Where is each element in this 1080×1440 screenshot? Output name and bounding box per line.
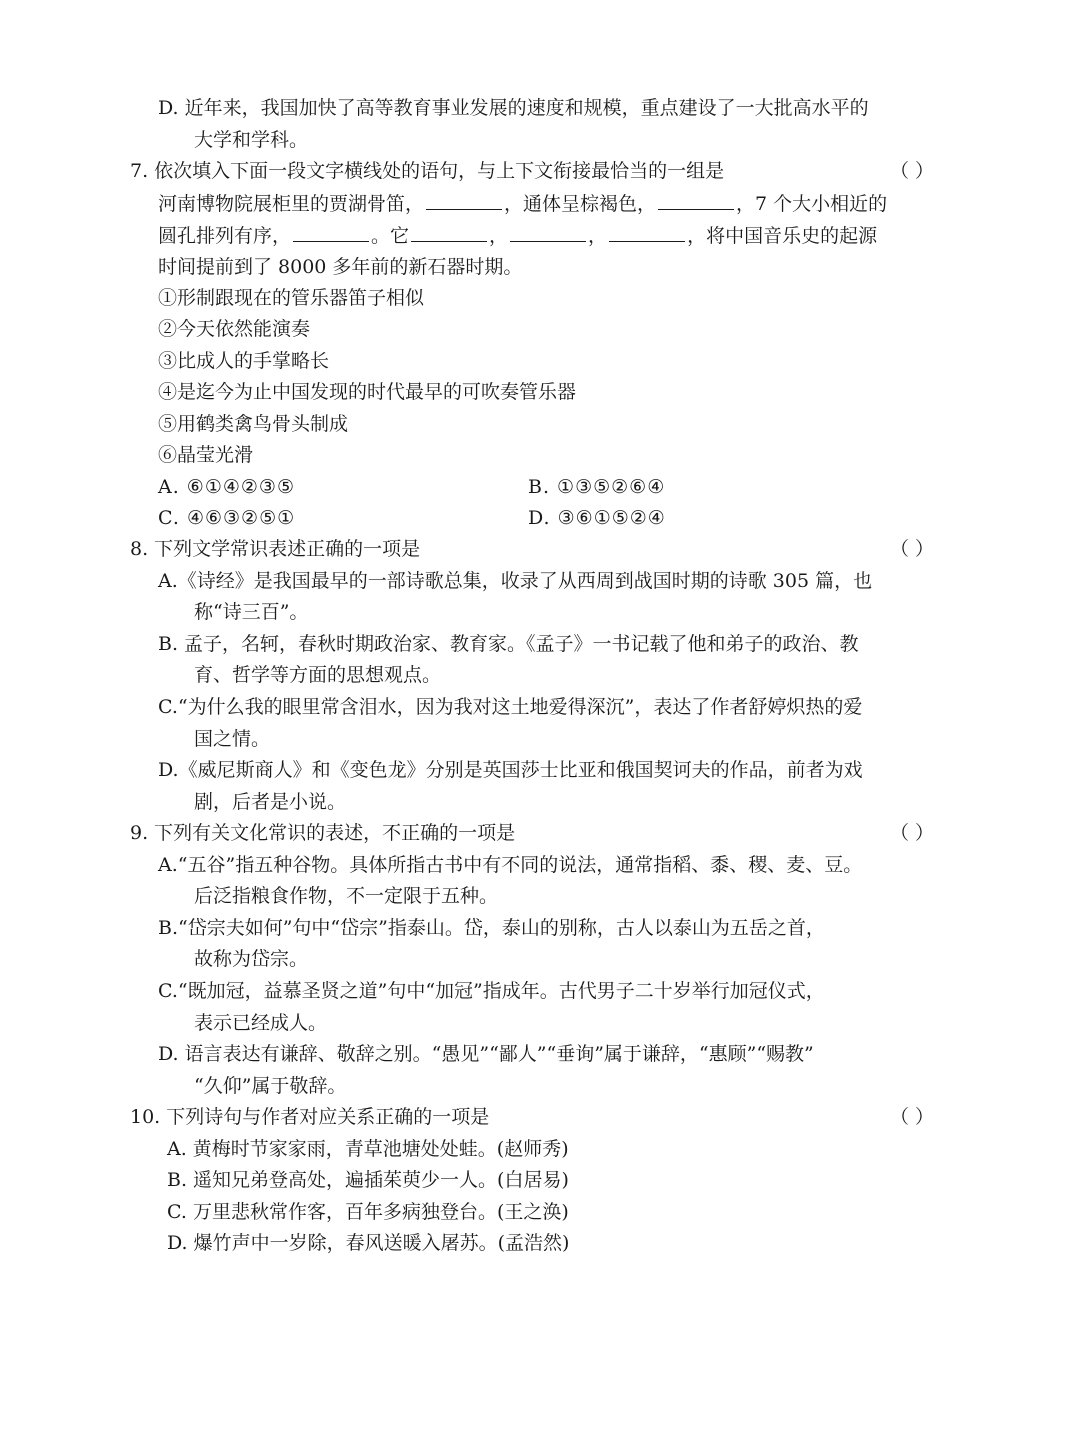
- q10-option-d: D. 爆竹声中一岁除，春风送暖入屠苏。(孟浩然): [167, 1232, 570, 1254]
- q7-blank-5: [510, 223, 586, 242]
- q9-option-a-line2: 后泛指粮食作物，不一定限于五种。: [194, 885, 499, 907]
- q7-passage-2c: ，: [489, 225, 509, 247]
- q7-passage-1b: ，通体呈棕褐色，: [504, 193, 657, 215]
- q6-option-d-line1: D. 近年来，我国加快了高等教育事业发展的速度和规模，重点建设了一大批高水平的: [158, 97, 869, 119]
- q7-passage-2d: ，: [588, 225, 608, 247]
- q7-item-1: ①形制跟现在的管乐器笛子相似: [158, 287, 425, 309]
- q10-option-a: A. 黄梅时节家家雨，青草池塘处处蛙。(赵师秀): [167, 1138, 569, 1160]
- q7-blank-2: [658, 191, 734, 210]
- q7-passage-2a: 圆孔排列有序，: [158, 225, 292, 247]
- q9-option-d-line2: “久仰”属于敬辞。: [194, 1075, 347, 1097]
- q8-option-a-line2: 称“诗三百”。: [194, 601, 309, 623]
- q9-option-b-line1: B.“岱宗夫如何”句中“岱宗”指泰山。岱，泰山的别称，古人以泰山为五岳之首，: [158, 917, 825, 939]
- q7-option-a: A. ⑥①④②③⑤: [158, 476, 295, 498]
- q9-option-c-line1: C.“既加冠，益慕圣贤之道”句中“加冠”指成年。古代男子二十岁举行加冠仪式，: [158, 980, 825, 1002]
- q9-stem: 9. 下列有关文化常识的表述，不正确的一项是: [130, 822, 516, 844]
- q7-item-4: ④是迄今为止中国发现的时代最早的可吹奏管乐器: [158, 381, 577, 403]
- q10-option-c: C. 万里悲秋常作客，百年多病独登台。(王之涣): [167, 1201, 569, 1223]
- q9-option-a-line1: A.“五谷”指五种谷物。具体所指古书中有不同的说法，通常指稻、黍、稷、麦、豆。: [158, 854, 863, 876]
- q7-passage-line1: [158, 191, 887, 216]
- q7-option-c: C. ④⑥③②⑤①: [158, 507, 296, 529]
- q7-blank-6: [609, 223, 685, 242]
- q7-passage-line3: 时间提前到了 8000 多年前的新石器时期。: [158, 256, 523, 278]
- q9-option-c-line2: 表示已经成人。: [194, 1012, 328, 1034]
- q8-option-c-line2: 国之情。: [194, 728, 271, 750]
- q7-option-b: B. ①③⑤②⑥④: [528, 476, 666, 498]
- q8-option-d-line1: D.《威尼斯商人》和《变色龙》分别是英国莎士比亚和俄国契诃夫的作品，前者为戏: [158, 759, 863, 781]
- q7-option-d: D. ③⑥①⑤②④: [528, 507, 666, 529]
- q7-blank-3: [293, 223, 369, 242]
- q8-option-a-line1: A.《诗经》是我国最早的一部诗歌总集，收录了从西周到战国时期的诗歌 305 篇，也: [158, 570, 873, 592]
- q9-option-b-line2: 故称为岱宗。: [194, 948, 309, 970]
- q8-answer-paren: （ ）: [890, 538, 935, 560]
- q10-stem: 10. 下列诗句与作者对应关系正确的一项是: [130, 1106, 490, 1128]
- q7-item-6: ⑥晶莹光滑: [158, 444, 254, 466]
- q7-passage-line2: [158, 223, 877, 248]
- q7-passage-2e: ，将中国音乐史的起源: [687, 225, 878, 247]
- q7-passage-2b: 。它: [371, 225, 410, 247]
- q10-answer-paren: （ ）: [890, 1106, 935, 1128]
- q8-option-b-line2: 育、哲学等方面的思想观点。: [194, 664, 442, 686]
- q7-blank-1: [426, 191, 502, 210]
- q7-passage-1c: ，7 个大小相近的: [736, 193, 888, 215]
- q10-option-b: B. 遥知兄弟登高处，遍插茱萸少一人。(白居易): [167, 1169, 569, 1191]
- q7-stem: 7. 依次填入下面一段文字横线处的语句，与上下文衔接最恰当的一组是: [130, 160, 725, 182]
- q7-item-3: ③比成人的手掌略长: [158, 350, 330, 372]
- q9-answer-paren: （ ）: [890, 822, 935, 844]
- q9-option-d-line1: D. 语言表达有谦辞、敬辞之别。“愚见”“鄙人”“垂询”属于谦辞，“惠顾”“赐教”: [158, 1043, 814, 1065]
- q7-blank-4: [411, 223, 487, 242]
- q7-passage-1a: 河南博物院展柜里的贾湖骨笛，: [158, 193, 425, 215]
- q6-option-d-line2: 大学和学科。: [194, 129, 309, 151]
- q7-item-2: ②今天依然能演奏: [158, 318, 311, 340]
- q7-item-5: ⑤用鹤类禽鸟骨头制成: [158, 413, 349, 435]
- q8-option-b-line1: B. 孟子，名轲，春秋时期政治家、教育家。《孟子》一书记载了他和弟子的政治、教: [158, 633, 859, 655]
- q8-option-c-line1: C.“为什么我的眼里常含泪水，因为我对这土地爱得深沉”，表达了作者舒婷炽热的爱: [158, 696, 863, 718]
- q7-answer-paren: （ ）: [890, 160, 935, 182]
- q8-stem: 8. 下列文学常识表述正确的一项是: [130, 538, 421, 560]
- q8-option-d-line2: 剧，后者是小说。: [194, 791, 347, 813]
